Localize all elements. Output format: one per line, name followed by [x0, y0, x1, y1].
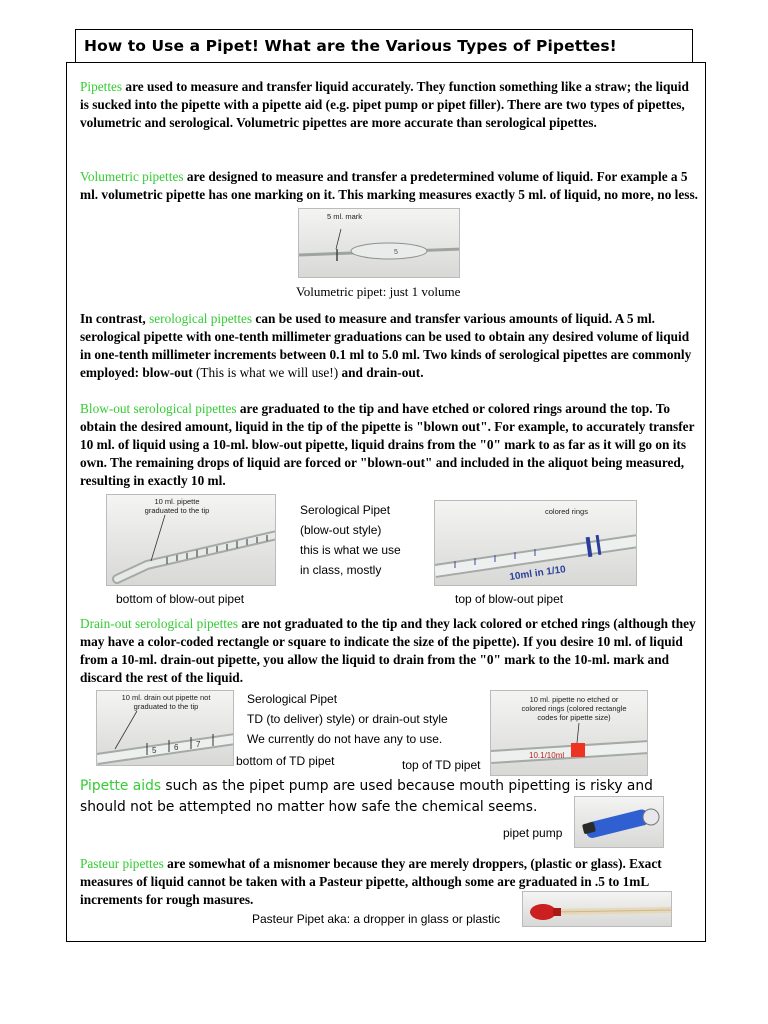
aids-text: such as the pipet pump are used because mouth pipetting is risky and should not be attempted no matter how safe the chemical seems.: [80, 778, 653, 815]
term-pasteur: Pasteur pipettes: [80, 856, 164, 871]
blowout-top-caption: top of blow-out pipet: [455, 592, 564, 606]
drainout-caption-line: We currently do not have any to use.: [247, 732, 443, 746]
blowout-top-drawing: [435, 501, 637, 586]
serological-text-2: and drain-out.: [338, 365, 424, 380]
term-drainout: Drain-out serological pipettes: [80, 616, 239, 631]
blowout-caption-block: [300, 500, 401, 580]
pasteur-pipet-photo: [522, 891, 672, 927]
drainout-caption-line: TD (to deliver) style) or drain-out style: [247, 712, 448, 726]
pipet-pump-photo: [574, 796, 664, 848]
term-blowout: Blow-out serological pipettes: [80, 401, 237, 416]
svg-text:7: 7: [196, 740, 201, 749]
blowout-text: are graduated to the tip and have etched or colored rings around the top. To obtain the desired amount, liquid in the tip of the pipette is "blown out". For example, to accurately transfer 10 ml. of liquid using a 10-ml. blow-out pipette, liquid drains from the "0" mark to as far as it will go on its own. The remaining drops of liquid are forced or "blown-out" and included in the aliquot being measured, resulting in exactly 10 ml.: [80, 401, 695, 488]
pipet-pump-drawing: [575, 797, 664, 848]
serological-paragraph: [80, 310, 700, 382]
volumetric-caption: Volumetric pipet: just 1 volume: [296, 284, 461, 299]
volumetric-pipet-photo: [298, 208, 460, 278]
drainout-top-caption: top of TD pipet: [402, 758, 481, 772]
blowout-paragraph: [80, 400, 700, 490]
blowout-caption-line: this is what we use: [300, 543, 401, 557]
blowout-caption-line: (blow-out style): [300, 523, 382, 537]
serological-aside: (This is what we will use!): [195, 365, 339, 380]
term-pipettes: Pipettes: [80, 79, 123, 94]
color-code-rectangle: [571, 743, 585, 757]
drainout-top-photo: [490, 690, 648, 776]
volumetric-text: are designed to measure and transfer a predetermined volume of liquid. For example a 5 ml. volumetric pipette has one marking on it. This marking measures exactly 5 ml. of liquid, no more, no less.: [80, 169, 698, 202]
intro-paragraph: [80, 78, 700, 132]
page-title: How to Use a Pipet! What are the Various Types of Pipettes!: [84, 37, 617, 55]
blowout-top-photo: [434, 500, 637, 586]
intro-text: are used to measure and transfer liquid accurately. They function something like a straw; the liquid is sucked into the pipette with a pipette aid (e.g. pipet pump or pipet filler). There are two types of pipettes, volumetric and serological. Volumetric pipettes are more accurate than serological pipettes.: [80, 79, 689, 130]
drainout-bottom-caption: bottom of TD pipet: [236, 754, 335, 768]
serological-lead: In contrast,: [80, 311, 150, 326]
drainout-top-label: 10 ml. pipette no etched or colored rings (colored rectangle codes for pipette size): [521, 695, 627, 722]
drainout-paragraph: [80, 615, 700, 687]
pasteur-caption: Pasteur Pipet aka: a dropper in glass or plastic: [252, 912, 501, 926]
volumetric-pipet-drawing: [299, 209, 460, 278]
blowout-bottom-caption: bottom of blow-out pipet: [116, 592, 245, 606]
blowout-bottom-label: 10 ml. pipette graduated to the tip: [144, 497, 210, 515]
drainout-bottom-label: 10 ml. drain out pipette not graduated to the tip: [121, 693, 211, 711]
svg-text:6: 6: [174, 743, 179, 752]
drainout-caption-block: [247, 689, 448, 749]
pipet-marking-text: 10.1/10ml: [529, 751, 565, 760]
term-serological: serological pipettes: [149, 311, 253, 326]
svg-text:5: 5: [152, 746, 157, 755]
drainout-caption-line: Serological Pipet: [247, 692, 338, 706]
term-pipette-aids: Pipette aids: [80, 778, 162, 794]
pipet-marking-text: 10ml in 1/10: [508, 564, 567, 583]
term-volumetric: Volumetric pipettes: [80, 169, 184, 184]
volumetric-photo-label: 5 ml. mark: [327, 212, 363, 221]
drainout-text: are not graduated to the tip and they lack colored or etched rings (although they may have a color-coded rectangle or square to indicate the size of the pipette). If you desire 10 ml. of liquid from a 10-ml. drain-out pipette, you allow the liquid to drain from the "0" mark to the 10-ml. mark and discard the rest of the liquid.: [80, 616, 696, 685]
blowout-caption-line: in class, mostly: [300, 563, 382, 577]
volumetric-paragraph: [80, 168, 700, 204]
pasteur-pipet-drawing: [523, 892, 672, 927]
blowout-bottom-photo: [106, 494, 276, 586]
svg-text:5: 5: [394, 249, 398, 256]
blowout-caption-line: Serological Pipet: [300, 503, 391, 517]
blowout-top-label: colored rings: [545, 507, 588, 516]
drainout-bottom-photo: [96, 690, 234, 766]
serological-text-1: can be used to measure and transfer various amounts of liquid. A 5 ml. serological pipette with one-tenth millimeter graduations can be used to obtain any desired volume of liquid in one-tenth millimeter increments between 0.1 ml to 5.0 ml. Two kinds of serological pipettes are commonly employed: blow-out: [80, 311, 692, 380]
pasteur-text: are somewhat of a misnomer because they are merely droppers, (plastic or glass). Exact measures of liquid cannot be taken with a Pasteur pipette, although some are graduated in .5 to 1mL increments for rough masures.: [80, 856, 662, 907]
pipet-pump-caption: pipet pump: [503, 826, 563, 840]
